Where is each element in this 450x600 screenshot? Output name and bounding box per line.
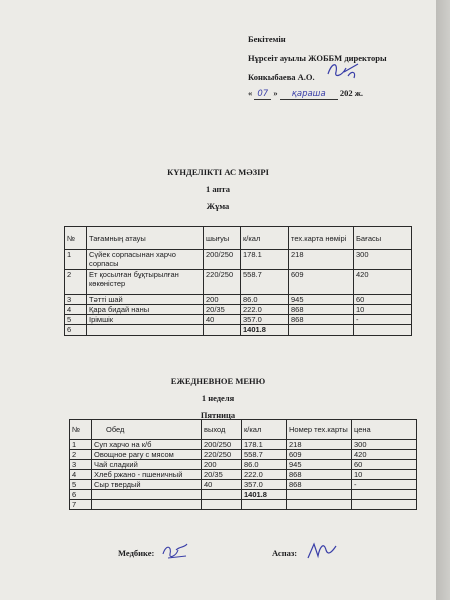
ru-col-techcard: Номер тех.карты — [287, 420, 352, 440]
cell: 178.1 — [241, 250, 289, 270]
table-row — [65, 315, 412, 325]
cell: 420 — [352, 450, 417, 460]
cell: 868 — [287, 470, 352, 480]
cell: Суп харчо на к/б — [92, 440, 202, 450]
cell: 558.7 — [241, 270, 289, 295]
cell: 300 — [354, 250, 412, 270]
cell: 7 — [70, 500, 92, 510]
table-row-total — [70, 490, 417, 500]
cell: Сыр твердый — [92, 480, 202, 490]
ru-week: 1 неделя — [201, 393, 235, 403]
ru-menu-title: ЕЖЕДНЕВНОЕ МЕНЮ — [170, 376, 266, 386]
cell: 609 — [287, 450, 352, 460]
cell: Тәтті шай — [87, 295, 204, 305]
ru-menu-table — [69, 419, 417, 510]
cell: 2 — [65, 270, 87, 295]
nurse-label: Медбике: — [118, 548, 155, 558]
kz-col-kcal: к/кал — [241, 227, 289, 250]
table-row — [70, 440, 417, 450]
ru-col-portion: выход — [202, 420, 242, 440]
cell: 60 — [354, 295, 412, 305]
cell: 86.0 — [241, 295, 289, 305]
kz-col-no: № — [65, 227, 87, 250]
cell: 1 — [70, 440, 92, 450]
cell: 945 — [289, 295, 354, 305]
ru-col-dish: Обед — [92, 420, 202, 440]
cell: 1 — [65, 250, 87, 270]
date-close-quote: » — [273, 88, 278, 98]
cell: Овощное рагу с мясом — [92, 450, 202, 460]
cell: Қара бидай наны — [87, 305, 204, 315]
date-open-quote: « — [248, 88, 253, 98]
cell: 4 — [70, 470, 92, 480]
page-edge — [436, 0, 450, 600]
ru-col-no: № — [70, 420, 92, 440]
cell: 60 — [352, 460, 417, 470]
cell: 3 — [70, 460, 92, 470]
cell: 200 — [204, 295, 241, 305]
cell: Ет қосылған бұқтырылған көкөністер — [87, 270, 204, 295]
ru-day: Пятница — [200, 410, 236, 420]
cook-label: Аспаз: — [272, 548, 298, 558]
table-row — [65, 295, 412, 305]
table-row — [65, 305, 412, 315]
cell: 4 — [65, 305, 87, 315]
cell: 6 — [65, 325, 87, 336]
cell: 40 — [202, 480, 242, 490]
kz-week: 1 апта — [206, 184, 230, 194]
date-month: қараша — [280, 89, 338, 100]
cell: 6 — [70, 490, 92, 500]
cell: 868 — [289, 315, 354, 325]
approval-heading: Бекітемін — [248, 34, 286, 44]
cell: 222.0 — [242, 470, 287, 480]
kz-menu-title: КҮНДЕЛІКТІ АС МӘЗІРІ — [167, 167, 269, 177]
cell: 420 — [354, 270, 412, 295]
cell: 178.1 — [242, 440, 287, 450]
approval-name: Конкыбаева А.О. — [248, 72, 315, 82]
kz-menu-table — [64, 226, 412, 336]
table-row — [70, 480, 417, 490]
table-row-empty — [70, 500, 417, 510]
date-day: 07 — [254, 89, 271, 100]
kz-col-price: Бағасы — [354, 227, 412, 250]
cell: 218 — [289, 250, 354, 270]
nurse-signature — [160, 538, 190, 562]
cell: 868 — [289, 305, 354, 315]
kz-col-portion: шығуы — [204, 227, 241, 250]
cell: 10 — [352, 470, 417, 480]
cell: 20/35 — [204, 305, 241, 315]
approval-position: Нұрсеіт ауылы ЖОББМ директоры — [248, 53, 387, 63]
cell: Чай сладкий — [92, 460, 202, 470]
cell: 2 — [70, 450, 92, 460]
approval-date-row — [248, 88, 363, 100]
cell: - — [352, 480, 417, 490]
ru-col-kcal: к/кал — [242, 420, 287, 440]
cell: Сүйек сорпасынан харчо сорпасы — [87, 250, 204, 270]
cell: 222.0 — [241, 305, 289, 315]
cell: 20/35 — [202, 470, 242, 480]
total-kcal: 1401.8 — [242, 490, 287, 500]
cook-signature — [304, 536, 340, 564]
cell: 945 — [287, 460, 352, 470]
total-kcal: 1401.8 — [241, 325, 289, 336]
cell: 86.0 — [242, 460, 287, 470]
cell: 10 — [354, 305, 412, 315]
kz-day: Жұма — [206, 201, 230, 211]
cell: 357.0 — [242, 480, 287, 490]
cell: 300 — [352, 440, 417, 450]
ru-col-price: цена — [352, 420, 417, 440]
cell: 868 — [287, 480, 352, 490]
table-row — [70, 450, 417, 460]
cell: 3 — [65, 295, 87, 305]
cell: 200/250 — [204, 250, 241, 270]
cell: Хлеб ржано - пшеничный — [92, 470, 202, 480]
date-year: 202 ж. — [339, 88, 363, 98]
cell: 5 — [70, 480, 92, 490]
table-row — [65, 270, 412, 295]
cell: 200 — [202, 460, 242, 470]
table-row — [65, 250, 412, 270]
table-row — [70, 470, 417, 480]
ru-table-header — [70, 420, 417, 440]
cell: 357.0 — [241, 315, 289, 325]
cell: 609 — [289, 270, 354, 295]
cell: 200/250 — [202, 440, 242, 450]
kz-col-dish: Тағамның атауы — [87, 227, 204, 250]
cell: - — [354, 315, 412, 325]
cell: 220/250 — [202, 450, 242, 460]
table-row-total — [65, 325, 412, 336]
cell: 5 — [65, 315, 87, 325]
cell: 40 — [204, 315, 241, 325]
cell: 218 — [287, 440, 352, 450]
kz-col-techcard: тех.карта нөмірі — [289, 227, 354, 250]
table-row — [70, 460, 417, 470]
cell: 220/250 — [204, 270, 241, 295]
kz-table-header — [65, 227, 412, 250]
cell: Ірімшік — [87, 315, 204, 325]
cell: 558.7 — [242, 450, 287, 460]
director-signature — [324, 58, 360, 82]
